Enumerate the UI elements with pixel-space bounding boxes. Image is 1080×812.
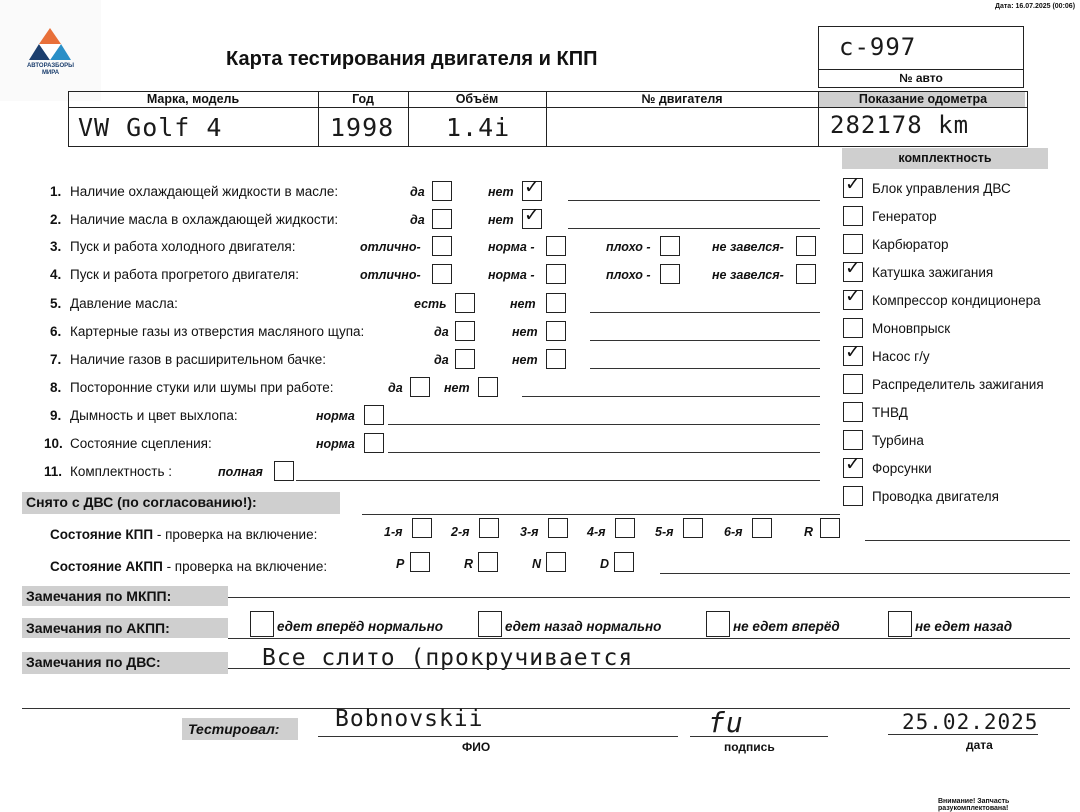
check-label: Пуск и работа холодного двигателя:	[70, 239, 296, 254]
akpp-gear-box[interactable]	[478, 552, 498, 572]
check-number: 11.	[44, 464, 63, 479]
answer-line	[296, 480, 820, 481]
check-mark-icon: ✓	[845, 285, 861, 307]
logo	[0, 0, 101, 101]
car-number-box	[818, 26, 1024, 88]
check-option-label: норма -	[488, 240, 535, 254]
check-option-box[interactable]	[660, 264, 680, 284]
header-year: Год	[352, 92, 374, 106]
check-option-box[interactable]	[274, 461, 294, 481]
check-option-box[interactable]	[522, 176, 542, 201]
kpp-gear-label: 2-я	[451, 525, 470, 539]
check-option-box[interactable]	[432, 209, 452, 229]
kit-item-label: ТНВД	[872, 405, 908, 420]
check-number: 1.	[50, 184, 62, 199]
check-option-box[interactable]	[455, 349, 475, 369]
check-label: Наличие охлаждающей жидкости в масле:	[70, 184, 339, 199]
check-option-label: да	[410, 185, 425, 199]
akpp-gear-box[interactable]	[546, 552, 566, 572]
check-mark-icon: ✓	[845, 453, 861, 475]
akpp-remark-box[interactable]	[888, 611, 912, 637]
kit-item-label: Карбюратор	[872, 237, 949, 252]
check-option-box[interactable]	[455, 321, 475, 341]
kpp-gear-label: 3-я	[520, 525, 539, 539]
akpp-label: Состояние АКПП - проверка на включение:	[50, 559, 328, 574]
akpp-remark-box[interactable]	[250, 611, 274, 637]
kpp-gear-box[interactable]	[479, 518, 499, 538]
kit-item-label: Проводка двигателя	[872, 489, 999, 504]
check-option-label: да	[388, 381, 403, 395]
akpp-gear-label: R	[464, 557, 474, 571]
remarks-dvs-label: Замечания по ДВС:	[26, 654, 161, 670]
check-option-label: плохо -	[606, 240, 651, 254]
car-number-value: с-997	[839, 33, 917, 61]
kit-item-label: Катушка зажигания	[872, 265, 994, 280]
check-option-box[interactable]	[455, 293, 475, 313]
check-label: Состояние сцепления:	[70, 436, 212, 451]
odometer-value: 282178 km	[830, 111, 970, 139]
check-option-label: нет	[444, 381, 470, 395]
check-option-box[interactable]	[546, 264, 566, 284]
header-odometer: Показание одометра	[858, 92, 988, 106]
akpp-gear-label: N	[532, 557, 542, 571]
check-label: Картерные газы из отверстия масляного щупа:	[70, 324, 365, 339]
check-option-box[interactable]	[546, 293, 566, 313]
check-option-label: нет	[488, 185, 514, 199]
kpp-gear-box[interactable]	[615, 518, 635, 538]
check-option-label: нет	[510, 297, 536, 311]
remarks-akpp-label: Замечания по АКПП:	[26, 620, 170, 636]
kpp-gear-box[interactable]	[820, 518, 840, 538]
check-option-label: норма	[316, 409, 355, 423]
kpp-gear-label: R	[804, 525, 814, 539]
kit-item-label: Компрессор кондиционера	[872, 293, 1041, 308]
check-label: Посторонние стуки или шумы при работе:	[70, 380, 334, 395]
check-option-box[interactable]	[478, 377, 498, 397]
kpp-gear-box[interactable]	[752, 518, 772, 538]
check-mark-icon: ✓	[845, 341, 861, 363]
check-mark-icon: ✓	[845, 257, 861, 279]
check-label: Наличие газов в расширительном бачке:	[70, 352, 327, 367]
tested-by-label: Тестировал:	[188, 721, 280, 737]
akpp-remark-box[interactable]	[706, 611, 730, 637]
check-option-label: норма -	[488, 268, 535, 282]
answer-line	[568, 200, 820, 201]
check-label: Наличие масла в охлаждающей жидкости:	[70, 212, 339, 227]
akpp-gear-label: P	[396, 557, 405, 571]
logo-mark-icon	[27, 26, 73, 62]
check-option-box[interactable]	[410, 377, 430, 397]
check-mark-icon: ✓	[845, 173, 861, 195]
fio-label: ФИО	[462, 740, 491, 754]
check-option-box[interactable]	[546, 236, 566, 256]
check-option-label: да	[410, 213, 425, 227]
kit-item-box[interactable]	[843, 206, 863, 226]
volume-value: 1.4i	[446, 113, 511, 142]
akpp-remark-label: не едет вперёд	[733, 619, 840, 634]
check-number: 2.	[50, 212, 62, 227]
akpp-gear-label: D	[600, 557, 610, 571]
kit-item-box[interactable]	[843, 341, 863, 366]
answer-line	[388, 452, 820, 453]
check-option-label: не завелся-	[712, 268, 784, 282]
kit-title: комплектность	[898, 151, 992, 165]
check-option-box[interactable]	[546, 349, 566, 369]
check-option-label: да	[434, 325, 449, 339]
kit-item-label: Распределитель зажигания	[872, 377, 1044, 392]
remarks-mkpp-label: Замечания по МКПП:	[26, 588, 172, 604]
check-option-label: плохо -	[606, 268, 651, 282]
signature: fu	[708, 706, 744, 739]
footer-warning: Внимание! Запчасть разукомплектована!	[938, 798, 1010, 812]
check-mark-icon: ✓	[524, 176, 540, 198]
kit-item-box[interactable]	[843, 453, 863, 478]
check-number: 9.	[50, 408, 62, 423]
kpp-gear-box[interactable]	[412, 518, 432, 538]
kpp-gear-label: 1-я	[384, 525, 403, 539]
kit-item-label: Моновпрыск	[872, 321, 951, 336]
logo-line1: АВТОРАЗБОРЫ	[26, 63, 75, 69]
check-option-box[interactable]	[364, 405, 384, 425]
check-option-label: есть	[414, 297, 447, 311]
kit-item-label: Блок управления ДВС	[872, 181, 1011, 196]
kit-item-label: Турбина	[872, 433, 924, 448]
check-option-label: нет	[512, 325, 538, 339]
remarks-dvs-value: Все слито (прокручивается	[262, 645, 634, 671]
kpp-gear-label: 4-я	[587, 525, 606, 539]
kit-item-box[interactable]	[843, 318, 863, 338]
answer-line	[522, 396, 820, 397]
check-option-box[interactable]	[432, 264, 452, 284]
check-number: 4.	[50, 267, 62, 282]
check-number: 6.	[50, 324, 62, 339]
kpp-label: Состояние КПП - проверка на включение:	[50, 527, 318, 542]
check-option-box[interactable]	[364, 433, 384, 453]
check-option-box[interactable]	[660, 236, 680, 256]
page-title: Карта тестирования двигателя и КПП	[226, 48, 598, 70]
check-option-label: отлично-	[360, 268, 421, 282]
model-value: VW Golf 4	[78, 113, 223, 142]
check-number: 7.	[50, 352, 62, 367]
kit-item-label: Генератор	[872, 209, 937, 224]
kpp-gear-label: 5-я	[655, 525, 674, 539]
kit-item-label: Насос г/у	[872, 349, 930, 364]
vehicle-table	[68, 91, 1028, 147]
check-option-label: отлично-	[360, 240, 421, 254]
header-model: Марка, модель	[146, 92, 240, 106]
logo-line2: МИРА	[41, 70, 60, 76]
check-option-box[interactable]	[796, 236, 816, 256]
removed-label: Снято с ДВС (по согласованию!):	[26, 494, 257, 510]
kit-item-label: Форсунки	[872, 461, 932, 476]
date-value: 25.02.2025	[902, 710, 1039, 734]
check-option-box[interactable]	[432, 181, 452, 201]
date-label: дата	[966, 738, 993, 752]
kit-item-box[interactable]	[843, 374, 863, 394]
check-option-label: да	[434, 353, 449, 367]
check-option-box[interactable]	[546, 321, 566, 341]
check-option-label: нет	[512, 353, 538, 367]
check-option-label: нет	[488, 213, 514, 227]
akpp-gear-box[interactable]	[614, 552, 634, 572]
kit-item-box[interactable]	[843, 430, 863, 450]
check-option-label: полная	[218, 465, 263, 479]
print-date: Дата: 16.07.2025 (00:06)	[995, 3, 1076, 10]
check-option-label: не завелся-	[712, 240, 784, 254]
check-number: 3.	[50, 239, 62, 254]
check-option-box[interactable]	[432, 236, 452, 256]
check-label: Дымность и цвет выхлопа:	[70, 408, 238, 423]
check-option-label: норма	[316, 437, 355, 451]
header-engine-no: № двигателя	[641, 92, 723, 106]
check-mark-icon: ✓	[524, 204, 540, 226]
answer-line	[590, 312, 820, 313]
answer-line	[590, 368, 820, 369]
kit-item-box[interactable]	[843, 402, 863, 422]
answer-line	[388, 424, 820, 425]
check-option-box[interactable]	[796, 264, 816, 284]
kit-item-box[interactable]	[843, 285, 863, 310]
kpp-gear-box[interactable]	[683, 518, 703, 538]
kpp-gear-box[interactable]	[548, 518, 568, 538]
car-number-label: № авто	[899, 71, 943, 85]
check-number: 5.	[50, 296, 62, 311]
check-label: Комплектность :	[70, 464, 173, 479]
header-volume: Объём	[455, 92, 499, 106]
akpp-remark-label: не едет назад	[915, 619, 1013, 634]
check-label: Давление масла:	[70, 296, 178, 311]
akpp-remark-box[interactable]	[478, 611, 502, 637]
kit-item-box[interactable]	[843, 234, 863, 254]
answer-line	[568, 228, 820, 229]
signature-label: подпись	[724, 740, 775, 754]
akpp-gear-box[interactable]	[410, 552, 430, 572]
kpp-gear-label: 6-я	[724, 525, 743, 539]
check-label: Пуск и работа прогретого двигателя:	[70, 267, 299, 282]
tester-name: Bobnovskii	[335, 706, 484, 732]
answer-line	[590, 340, 820, 341]
year-value: 1998	[330, 113, 395, 142]
check-option-box[interactable]	[522, 204, 542, 229]
kit-item-box[interactable]	[843, 486, 863, 506]
check-number: 10.	[44, 436, 63, 451]
kit-item-box[interactable]	[843, 173, 863, 198]
akpp-remark-label: едет назад нормально	[505, 619, 662, 634]
akpp-remark-label: едет вперёд нормально	[277, 619, 443, 634]
check-number: 8.	[50, 380, 62, 395]
kit-item-box[interactable]	[843, 257, 863, 282]
